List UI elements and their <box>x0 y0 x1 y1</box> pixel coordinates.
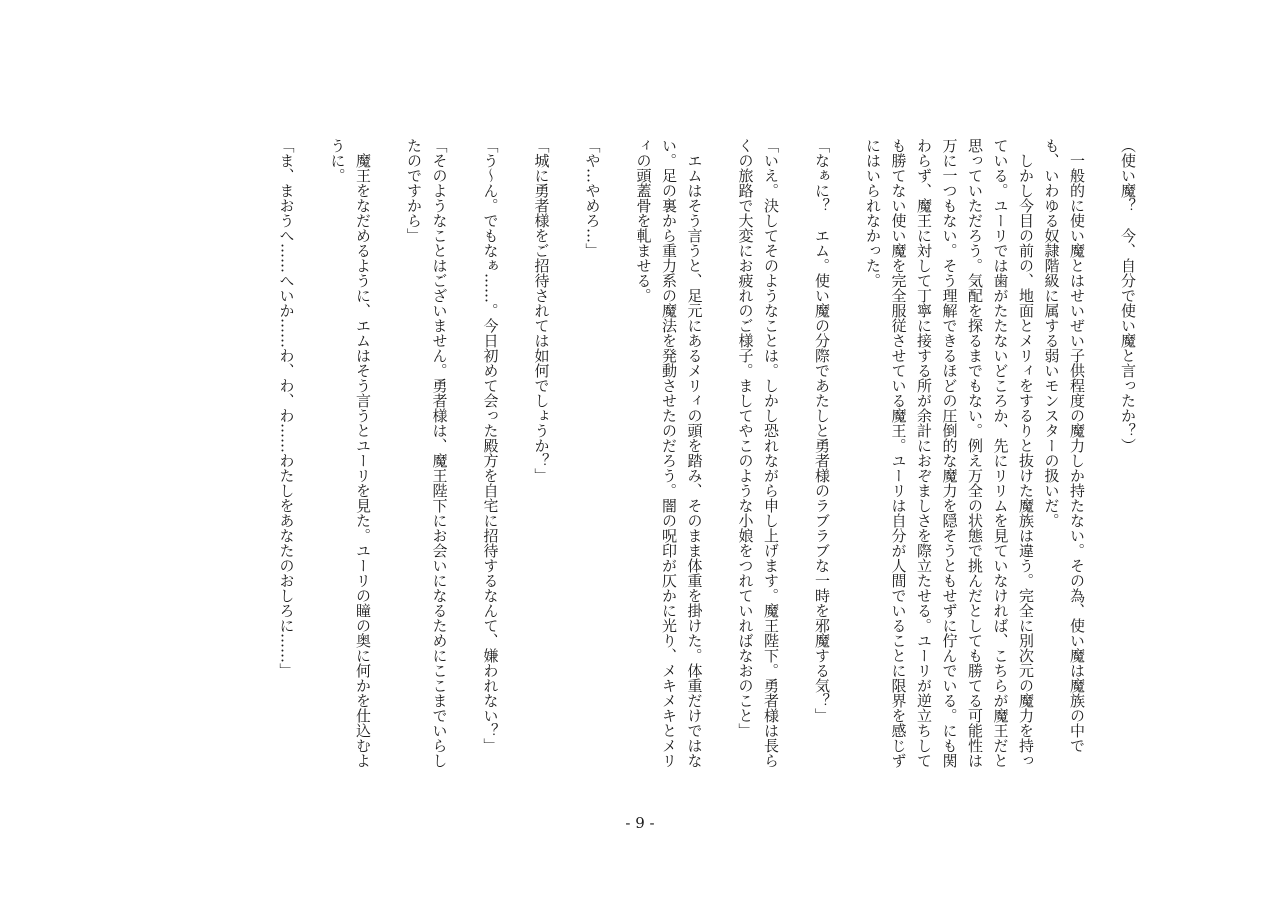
paragraph: 「そのようなことはございません。勇者様は、魔王陛下にお会いになるためにここまでいらしたのですから」 <box>405 138 449 768</box>
blank-line <box>299 138 325 774</box>
blank-line <box>375 138 401 774</box>
paragraph: 「ま、まおうへ……へいか……わ、わ、わ……わたしをあなたのおしろに……」 <box>277 138 296 678</box>
page-number: - 9 - <box>625 814 655 832</box>
blank-line <box>503 138 529 774</box>
blank-line <box>783 138 809 774</box>
blank-line <box>605 138 631 774</box>
paragraph: 一般的に使い魔とはせいぜい子供程度の魔力しか持たない。その為、使い魔は魔族の中でも、いわゆる奴隷階級に属する弱いモンスターの扱いだ。 <box>1042 138 1086 753</box>
vertical-text-body <box>130 138 1140 774</box>
blank-line <box>834 138 860 774</box>
paragraph: しかし今目の前の、地面とメリィをするりと抜けた魔族は違う。完全に別次元の魔力を持っている。ユーリでは歯がたたないどころか、先にリリムを見ていなければ、こちらが魔王だと思っていただろう。気配を探るまでもない。例え万全の状態で挑んだとしても勝てる可能性は万に一つもない。そう理解できるほどの圧倒的な魔力を隠そうともせずに佇んでいる。にも関わらず、魔王に対して丁寧に接する所が余計におぞましさを際立たせる。ユーリが逆立ちしても勝てない使い魔を完全服従させている魔王。ユーリは自分が人間でいることに限界を感じずにはいられなかった。 <box>864 138 1035 768</box>
blank-line <box>707 138 733 774</box>
paragraph: エムはそう言うと、足元にあるメリィの頭を踏み、そのまま体重を掛けた。体重だけではない。足の裏から重力系の魔法を発動させたのだろう。闇の呪印が仄かに光り、メキメキとメリィの頭蓋骨を軋ませる。 <box>634 138 704 768</box>
blank-line <box>452 138 478 774</box>
paragraph: 「う～ん。でもなぁ……。今日初めて会った殿方を自宅に招待するなんて、嫌われない？」 <box>481 138 500 753</box>
paragraph: 「城に勇者様をご招待されては如何でしょうか？」 <box>532 138 551 483</box>
blank-line <box>1089 138 1115 774</box>
blank-line <box>554 138 580 774</box>
paragraph: （使い魔？ 今、自分で使い魔と言ったか？） <box>1119 138 1137 453</box>
paragraph: 魔王をなだめるように、エムはそう言うとユーリを見た。ユーリの瞳の奥に何かを仕込むように。 <box>328 138 372 768</box>
paragraph: 「なぁに？ エム。使い魔の分際であたしと勇者様のラブラブな一時を邪魔する気？」 <box>813 138 831 723</box>
paragraph: 「や…やめろ…」 <box>583 138 602 258</box>
paragraph: 「いえ。決してそのようなことは。しかし恐れながら申し上げます。魔王陛下。勇者様は長らくの旅路で大変にお疲れのご様子。ましてやこのような小娘をつれていればなおのこと」 <box>736 138 780 768</box>
